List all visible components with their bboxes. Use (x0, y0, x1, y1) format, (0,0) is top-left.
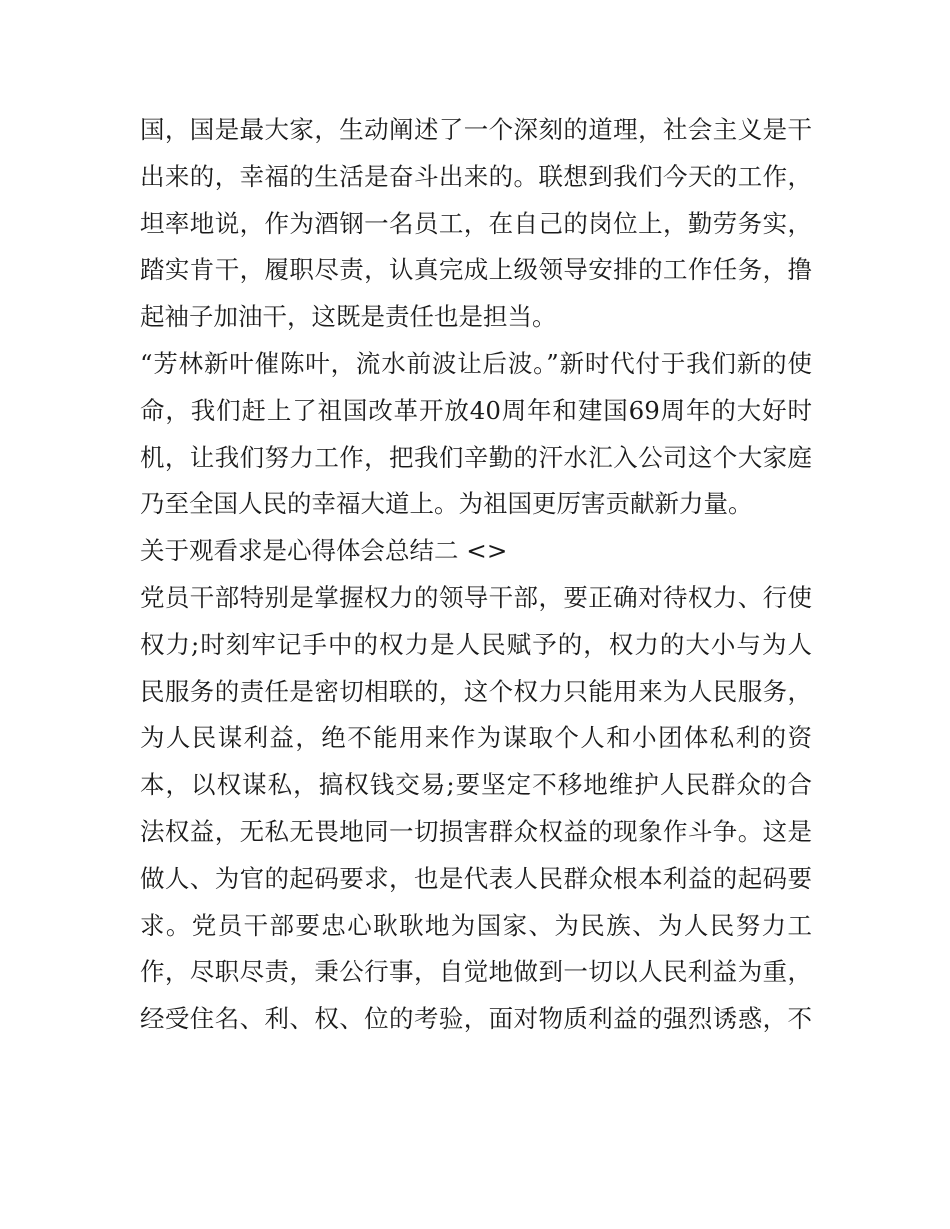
text-line: “芳林新叶催陈叶，流水前波让后波。”新时代付于我们新的使 (140, 348, 812, 378)
text-line: 机，让我们努力工作，把我们辛勤的汗水汇入公司这个大家庭 (140, 442, 812, 472)
text-line: 踏实肯干，履职尽责，认真完成上级领导安排的工作任务，撸 (140, 255, 812, 285)
text-line: 命，我们赶上了祖国改革开放40周年和建国69周年的大好时 (140, 395, 812, 425)
text-line: 党员干部特别是掌握权力的领导干部，要正确对待权力、行使 (140, 582, 812, 612)
text-line: 坦率地说，作为酒钢一名员工，在自己的岗位上，勤劳务实， (140, 208, 812, 238)
text-line: 权力;时刻牢记手中的权力是人民赋予的，权力的大小与为人 (140, 629, 812, 659)
text-line: 国，国是最大家，生动阐述了一个深刻的道理，社会主义是干 (140, 115, 812, 144)
text-line: 乃至全国人民的幸福大道上。为祖国更厉害贡献新力量。 (140, 489, 753, 519)
text-line: 做人、为官的起码要求，也是代表人民群众根本利益的起码要 (140, 863, 812, 893)
text-line: 法权益，无私无畏地同一切损害群众权益的现象作斗争。这是 (140, 816, 812, 846)
section-heading: 关于观看求是心得体会总结二 <> (140, 536, 508, 566)
text-line: 民服务的责任是密切相联的，这个权力只能用来为人民服务， (140, 676, 812, 706)
text-line: 作，尽职尽责，秉公行事，自觉地做到一切以人民利益为重， (140, 957, 812, 987)
text-line: 求。党员干部要忠心耿耿地为国家、为民族、为人民努力工 (140, 910, 812, 940)
text-line: 出来的，幸福的生活是奋斗出来的。联想到我们今天的工作， (140, 161, 812, 191)
text-line: 经受住名、利、权、位的考验，面对物质利益的强烈诱惑，不 (140, 1004, 812, 1034)
text-line: 为人民谋利益，绝不能用来作为谋取个人和小团体私利的资 (140, 723, 812, 753)
text-line: 起袖子加油干，这既是责任也是担当。 (140, 302, 557, 332)
document-body (140, 107, 820, 1043)
text-line: 本，以权谋私，搞权钱交易;要坚定不移地维护人民群众的合 (140, 770, 812, 800)
